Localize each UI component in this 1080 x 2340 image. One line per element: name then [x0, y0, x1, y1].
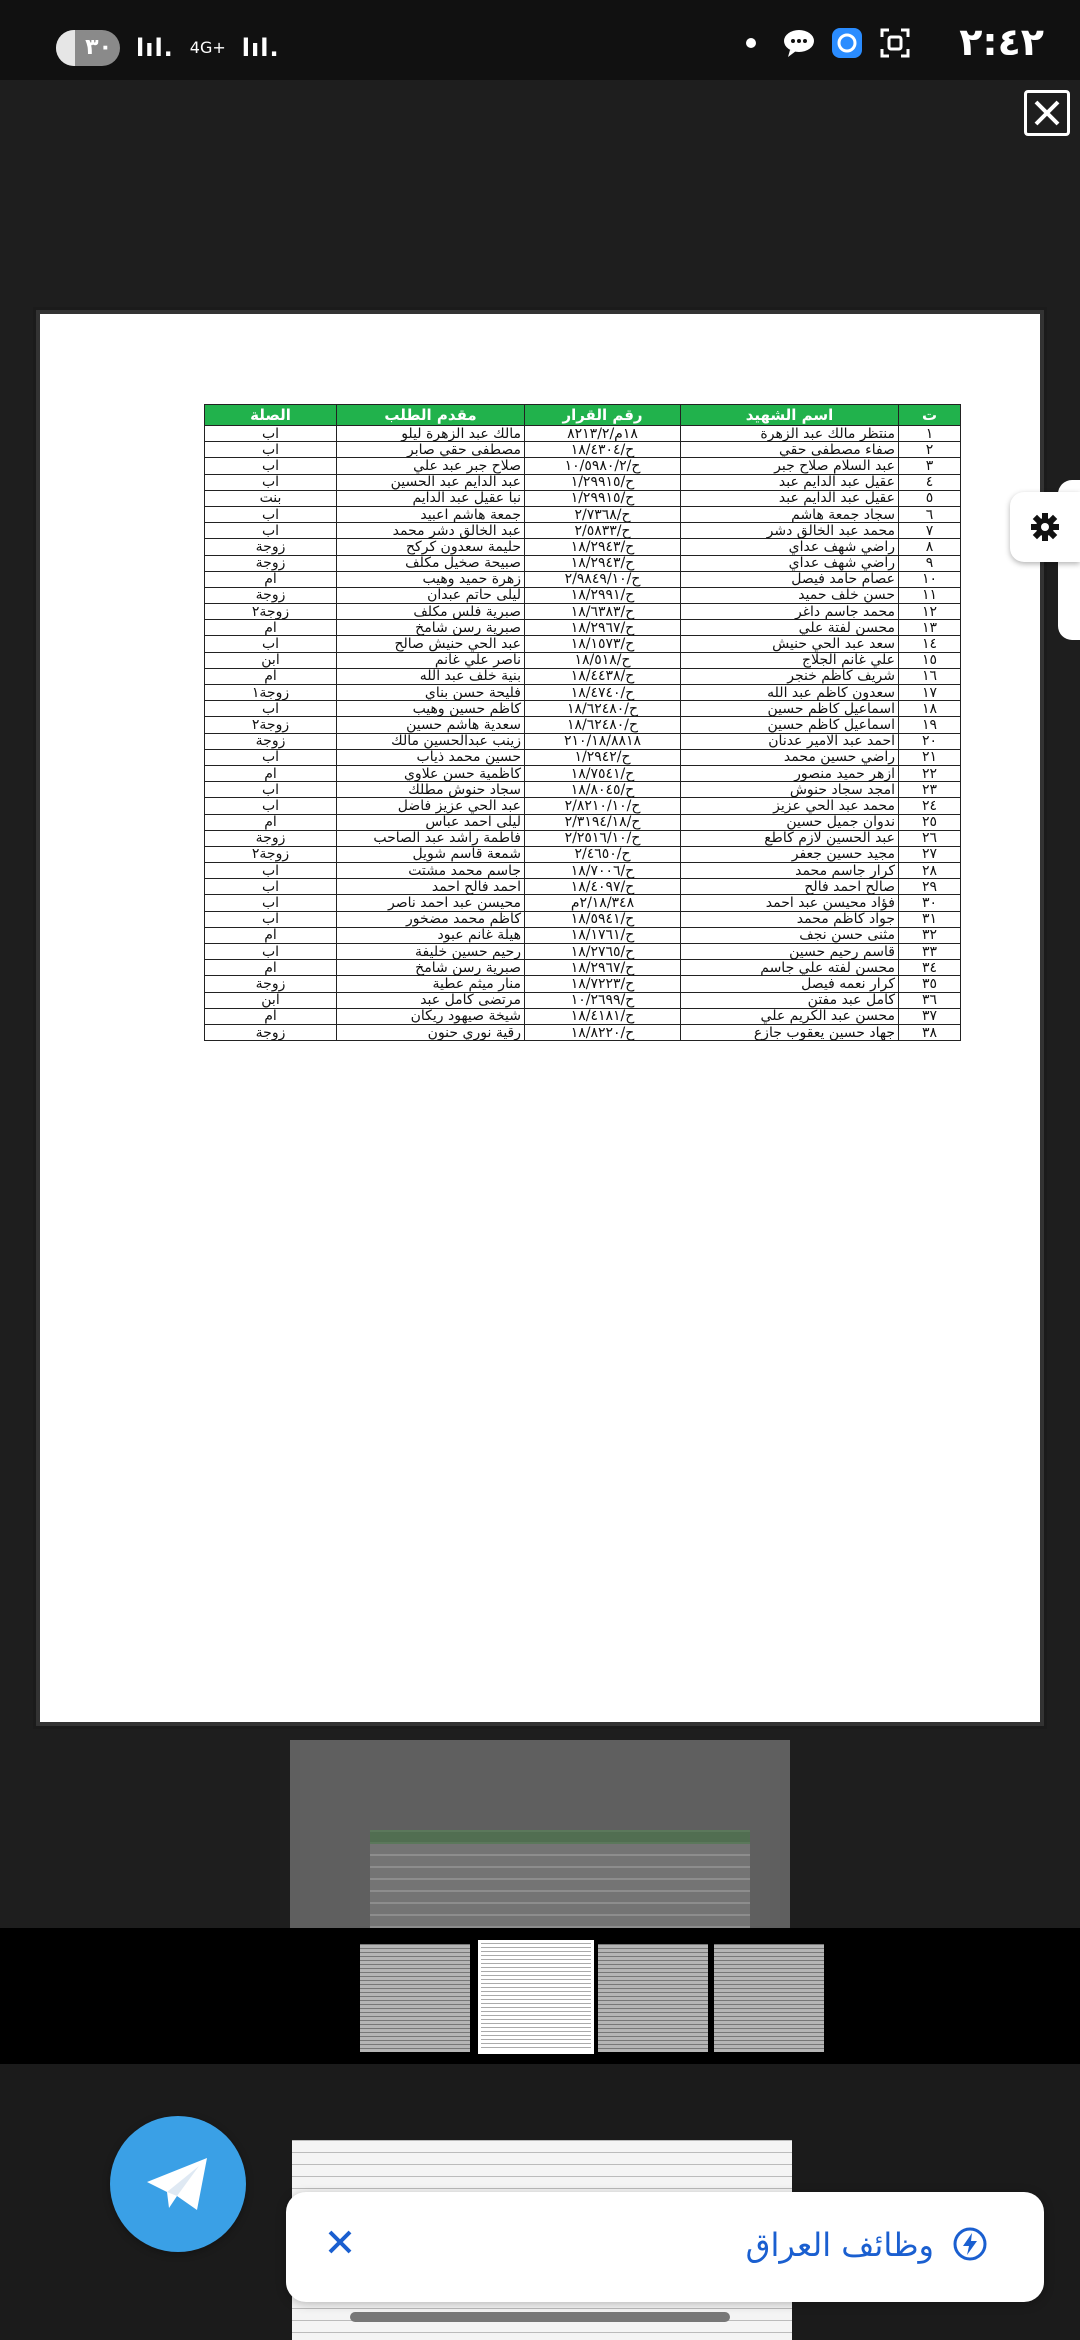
settings-button[interactable]: [1010, 492, 1080, 562]
cell-num: ١٤: [899, 636, 961, 652]
cell-num: ١٩: [899, 717, 961, 733]
cell-relation: زوجة: [205, 733, 337, 749]
cell-applicant: صلاح جبر عبد علي: [337, 458, 525, 474]
cell-num: ٢٧: [899, 846, 961, 862]
cell-relation: اب: [205, 944, 337, 960]
table-row: [205, 604, 961, 620]
cell-num: ٣٥: [899, 976, 961, 992]
cell-name: ازهر حميد منصور: [681, 765, 899, 781]
cell-decision: ح/١/٢٩٩١٥: [525, 490, 681, 506]
header-relation: الصلة: [205, 405, 337, 426]
cell-applicant: حليمة سعدون كركح: [337, 539, 525, 555]
cell-decision: ح/١٨/٤٠٩٧: [525, 879, 681, 895]
network-type-label: 4G+: [189, 38, 226, 57]
cell-num: ٢٥: [899, 814, 961, 830]
cell-relation: بنت: [205, 490, 337, 506]
cell-num: ١٨: [899, 701, 961, 717]
cell-applicant: صبرية رسن شامخ: [337, 620, 525, 636]
cell-name: فؤاد محيسن عبد احمد: [681, 895, 899, 911]
cell-relation: اب: [205, 426, 337, 442]
cell-name: محسن لفته علي جاسم: [681, 960, 899, 976]
cell-name: سجاد جمعة هاشم: [681, 506, 899, 522]
ad-title[interactable]: وظائف العراق: [745, 2226, 934, 2264]
cell-applicant: كاظم حسين وهيب: [337, 701, 525, 717]
close-icon: [320, 2222, 360, 2262]
cell-relation: ابن: [205, 652, 337, 668]
cell-applicant: بنية خلف عبد الله: [337, 668, 525, 684]
cell-decision: ح/١٨/٢٩٤٣: [525, 555, 681, 571]
cell-num: ٢٠: [899, 733, 961, 749]
ad-banner[interactable]: [286, 2192, 1044, 2302]
cell-name: راضي حسين محمد: [681, 749, 899, 765]
cell-relation: ام: [205, 927, 337, 943]
cell-applicant: زهرة حميد وهيب: [337, 571, 525, 587]
cell-decision: ح/١٨/٤١٨١: [525, 1008, 681, 1024]
cell-num: ١٥: [899, 652, 961, 668]
cell-relation: زوجة٢: [205, 604, 337, 620]
header-applicant: مقدم الطلب: [337, 405, 525, 426]
table-row: [205, 539, 961, 555]
cell-decision: ح/١٨/٤٧٤٠: [525, 685, 681, 701]
cell-num: ١٢: [899, 604, 961, 620]
vpn-icon: [830, 28, 864, 58]
martyrs-table: [204, 404, 961, 1041]
table-row: [205, 701, 961, 717]
ad-close-button[interactable]: [320, 2222, 360, 2266]
table-row: [205, 474, 961, 490]
cell-applicant: فاطمة راشد عبد الصاحب: [337, 830, 525, 846]
cell-applicant: منار ميثم عطية: [337, 976, 525, 992]
signal-icon: lıl.: [136, 34, 174, 62]
cell-applicant: هيلة غانم عبود: [337, 927, 525, 943]
header-name: اسم الشهيد: [681, 405, 899, 426]
cell-num: ٣٦: [899, 992, 961, 1008]
cell-relation: اب: [205, 636, 337, 652]
cell-decision: ح/٢/٨٢١٠/١٠: [525, 798, 681, 814]
cell-name: حسن خلف حميد: [681, 587, 899, 603]
table-row: [205, 814, 961, 830]
cell-num: ١٧: [899, 685, 961, 701]
table-row: [205, 1024, 961, 1040]
cell-decision: ح/١٨/٢٩٦٧: [525, 960, 681, 976]
table-row: [205, 911, 961, 927]
cell-name: محسن عبد الكريم علي: [681, 1008, 899, 1024]
thumbnail-page-4[interactable]: [598, 1944, 708, 2052]
cell-name: شريف كاظم خنجر: [681, 668, 899, 684]
cell-decision: ح/١٨/٧٥٤١: [525, 765, 681, 781]
cell-decision: ح/١٨/٦٢٤٨٠: [525, 717, 681, 733]
cell-name: اسماعيل كاظم حسين: [681, 701, 899, 717]
dot-icon: [734, 28, 768, 58]
cell-name: محسن لفتة علي: [681, 620, 899, 636]
cell-applicant: سجاد حنوش مطلك: [337, 782, 525, 798]
cell-applicant: صبرية رسن شامخ: [337, 960, 525, 976]
close-icon: [1032, 98, 1062, 128]
cell-num: ١٠: [899, 571, 961, 587]
cell-relation: اب: [205, 879, 337, 895]
bolt-icon: [952, 2226, 988, 2266]
cell-name: جهاد حسين يعقوب جازع: [681, 1024, 899, 1040]
home-indicator[interactable]: [350, 2312, 730, 2322]
cell-relation: زوجة: [205, 555, 337, 571]
table-row: [205, 620, 961, 636]
cell-name: كرار جاسم محمد: [681, 863, 899, 879]
cell-decision: ح/٢/٥٨٣٣: [525, 523, 681, 539]
table-row: [205, 782, 961, 798]
cell-relation: اب: [205, 782, 337, 798]
cell-num: ٢٩: [899, 879, 961, 895]
cell-num: ١٣: [899, 620, 961, 636]
cell-relation: زوجة٢: [205, 717, 337, 733]
cell-relation: زوجة: [205, 1024, 337, 1040]
cell-num: ٣١: [899, 911, 961, 927]
cell-num: ٣٤: [899, 960, 961, 976]
cell-applicant: فليحة حسن بناي: [337, 685, 525, 701]
cell-relation: ام: [205, 814, 337, 830]
table-row: [205, 895, 961, 911]
cell-decision: ح/١٨/٧٠٠٦: [525, 863, 681, 879]
telegram-icon: [143, 2154, 213, 2214]
cell-num: ٣٣: [899, 944, 961, 960]
cell-applicant: كاظمية حسن علاوي: [337, 765, 525, 781]
cell-num: ٤: [899, 474, 961, 490]
cell-applicant: جاسم محمد مشتت: [337, 863, 525, 879]
cell-num: ٣: [899, 458, 961, 474]
cell-name: امجد سجاد حنوش: [681, 782, 899, 798]
chat-bubble-icon: [782, 28, 816, 58]
cell-relation: اب: [205, 749, 337, 765]
gear-icon: [1029, 511, 1061, 543]
table-row: [205, 685, 961, 701]
cell-name: علي غانم الجلاج: [681, 652, 899, 668]
cell-relation: زوجة: [205, 587, 337, 603]
cell-decision: ح/١٨/٢٩٩١: [525, 587, 681, 603]
cell-num: ٦: [899, 506, 961, 522]
cell-relation: زوجة٢: [205, 846, 337, 862]
table-row: [205, 765, 961, 781]
cell-relation: ام: [205, 620, 337, 636]
cell-relation: زوجة: [205, 976, 337, 992]
cell-name: محمد جاسم داغر: [681, 604, 899, 620]
cell-name: صفاء مصطفى حقي: [681, 442, 899, 458]
cell-applicant: ليلى احمد عباس: [337, 814, 525, 830]
table-row: [205, 879, 961, 895]
cell-relation: اب: [205, 523, 337, 539]
cell-num: ٢٤: [899, 798, 961, 814]
cell-relation: اب: [205, 911, 337, 927]
table-row: [205, 490, 961, 506]
cell-name: مجيد حسين جعفر: [681, 846, 899, 862]
table-row: [205, 555, 961, 571]
table-row: [205, 636, 961, 652]
cell-name: راضي شهف عداي: [681, 555, 899, 571]
cell-decision: ح/١٨/٤٣٠٤: [525, 442, 681, 458]
cell-name: كرار نعمه فيصل: [681, 976, 899, 992]
cell-decision: ح/١٨/١٥٧٣: [525, 636, 681, 652]
thumbnail-page-3[interactable]: [478, 1940, 594, 2054]
table-row: [205, 944, 961, 960]
table-row: [205, 798, 961, 814]
cell-name: عقيل عبد الدايم عبد: [681, 490, 899, 506]
cell-name: محمد عبد الحي عزيز: [681, 798, 899, 814]
header-num: ت: [899, 405, 961, 426]
cell-relation: اب: [205, 798, 337, 814]
cell-applicant: عبد الحي عزيز فاضل: [337, 798, 525, 814]
cell-applicant: مصطفى حقي صابر: [337, 442, 525, 458]
cell-num: ٢٢: [899, 765, 961, 781]
cell-applicant: جمعة هاشم اعبيد: [337, 506, 525, 522]
table-row: [205, 863, 961, 879]
cell-applicant: مرتضى كامل عبد: [337, 992, 525, 1008]
cell-applicant: نبا عقيل عبد الدايم: [337, 490, 525, 506]
cell-name: عبد السلام صلاح جبر: [681, 458, 899, 474]
close-viewer-button[interactable]: [1024, 90, 1070, 136]
cell-decision: ح/١٨/٢٩٤٣: [525, 539, 681, 555]
cell-applicant: صبرية فلس مكلف: [337, 604, 525, 620]
cell-num: ٢١: [899, 749, 961, 765]
table-row: [205, 426, 961, 442]
table-row: [205, 652, 961, 668]
cell-decision: ٢١٠/١٨/٨٨١٨: [525, 733, 681, 749]
table-header-row: [205, 405, 961, 426]
cell-name: محمد عبد الخالق دشر: [681, 523, 899, 539]
cell-num: ٣٢: [899, 927, 961, 943]
cell-num: ٢٣: [899, 782, 961, 798]
cell-name: سعد عبد الحي حنيش: [681, 636, 899, 652]
cell-applicant: عبد الحي حنيش صالح: [337, 636, 525, 652]
document-page[interactable]: [36, 310, 1044, 1726]
table-row: [205, 587, 961, 603]
table-row: [205, 1008, 961, 1024]
header-decision: رقم القرار: [525, 405, 681, 426]
cell-num: ٧: [899, 523, 961, 539]
cell-decision: ح/٢/٩٨٤٩/١٠: [525, 571, 681, 587]
cell-applicant: سعدية هاشم حسين: [337, 717, 525, 733]
cell-name: احمد عبد الامير عدنان: [681, 733, 899, 749]
cell-relation: زوجة: [205, 539, 337, 555]
cell-name: منتظر مالك عبد الزهرة: [681, 426, 899, 442]
cell-applicant: زينب عبدالحسين مالك: [337, 733, 525, 749]
table-row: [205, 571, 961, 587]
cell-decision: ح/١٨/٥٩٤١: [525, 911, 681, 927]
cell-num: ٣٧: [899, 1008, 961, 1024]
cell-applicant: عبد الدايم عبد الحسين: [337, 474, 525, 490]
cell-name: عبد الحسين لازم كاطع: [681, 830, 899, 846]
next-page-table-header-preview: [370, 1830, 750, 1844]
cell-relation: ام: [205, 668, 337, 684]
table-row: [205, 927, 961, 943]
thumbnail-strip: [0, 1928, 1080, 2064]
cell-applicant: شمعة قاسم شويل: [337, 846, 525, 862]
table-row: [205, 830, 961, 846]
screenshot-icon: [878, 28, 912, 58]
cell-applicant: كاظم محمد مضخور: [337, 911, 525, 927]
cell-num: ٢٦: [899, 830, 961, 846]
cell-decision: ح/٢/٤٦٥٠: [525, 846, 681, 862]
cell-relation: ابن: [205, 992, 337, 1008]
cell-applicant: ناصر علي غانم: [337, 652, 525, 668]
cell-name: ندوان جميل حسين: [681, 814, 899, 830]
table-row: [205, 717, 961, 733]
cell-num: ٥: [899, 490, 961, 506]
table-row: [205, 846, 961, 862]
table-row: [205, 458, 961, 474]
cell-name: سعدون كاظم عبد الله: [681, 685, 899, 701]
signal-icon-2: lıl.: [241, 34, 280, 62]
cell-relation: ام: [205, 571, 337, 587]
cell-applicant: رقية نوري حنون: [337, 1024, 525, 1040]
cell-applicant: رحيم حسين خليفة: [337, 944, 525, 960]
table-row: [205, 506, 961, 522]
cell-relation: اب: [205, 895, 337, 911]
cell-num: ٣٨: [899, 1024, 961, 1040]
cell-decision: ح/٢/٢٥١٦/١٠: [525, 830, 681, 846]
cell-decision: ح/١٨/١٧٦١: [525, 927, 681, 943]
cell-relation: زوجة١: [205, 685, 337, 701]
cell-decision: ح/١٨/٢٧٦٥: [525, 944, 681, 960]
status-time: ٢:٤٢: [959, 20, 1044, 64]
cell-num: ١٦: [899, 668, 961, 684]
cell-applicant: احمد فالح احمد: [337, 879, 525, 895]
cell-relation: ام: [205, 765, 337, 781]
battery-fill: [56, 30, 75, 66]
cell-applicant: ليلى حاتم عبدان: [337, 587, 525, 603]
cell-decision: ح/١٨/٦٢٤٨٠: [525, 701, 681, 717]
battery-label: ٣٠: [85, 35, 112, 60]
cell-relation: اب: [205, 458, 337, 474]
cell-applicant: شيخة صيهود ريكان: [337, 1008, 525, 1024]
cell-name: صالح احمد فالح: [681, 879, 899, 895]
cell-name: مثنى حسن نجف: [681, 927, 899, 943]
table-row: [205, 442, 961, 458]
thumbnail-page-5[interactable]: [714, 1944, 824, 2052]
cell-num: ٨: [899, 539, 961, 555]
cell-relation: ام: [205, 960, 337, 976]
table-row: [205, 749, 961, 765]
cell-applicant: مالك عبد الزهرة ليلو: [337, 426, 525, 442]
cell-decision: ح/١٨/٨٢٢٠: [525, 1024, 681, 1040]
cell-num: ٢: [899, 442, 961, 458]
cell-decision: ح/١٠/٥٩٨٠/٢: [525, 458, 681, 474]
cell-applicant: عبد الخالق دشر محمد: [337, 523, 525, 539]
cell-num: ١١: [899, 587, 961, 603]
cell-decision: ح/٢/٧٣٦٨: [525, 506, 681, 522]
cell-relation: اب: [205, 863, 337, 879]
status-notification-icons: [734, 28, 912, 58]
table-row: [205, 523, 961, 539]
cell-name: جواد كاظم محمد: [681, 911, 899, 927]
cell-relation: زوجة: [205, 830, 337, 846]
battery-indicator: [56, 30, 120, 66]
cell-name: اسماعيل كاظم حسين: [681, 717, 899, 733]
cell-decision: ح/١٨/٦٣٨٣: [525, 604, 681, 620]
cell-decision: ح/١٨/٨٠٤٥: [525, 782, 681, 798]
cell-name: عصام حامد فيصل: [681, 571, 899, 587]
cell-decision: ١٨م/٨٢١٣/٢: [525, 426, 681, 442]
cell-num: ٩: [899, 555, 961, 571]
cell-name: كامل عبد مفتن: [681, 992, 899, 1008]
status-bar: [0, 0, 1080, 80]
cell-decision: ح/١٨/٤٤٣٨: [525, 668, 681, 684]
cell-relation: اب: [205, 442, 337, 458]
cell-decision: ح/٢/٣١٩٤/١٨: [525, 814, 681, 830]
table-body: [205, 426, 961, 1041]
table-row: [205, 733, 961, 749]
cell-name: عقيل عبد الدايم عبد: [681, 474, 899, 490]
table-row: [205, 976, 961, 992]
cell-decision: ح/١/٢٩٤٢: [525, 749, 681, 765]
cell-decision: ح/١/٢٩٩١٥: [525, 474, 681, 490]
table-row: [205, 992, 961, 1008]
cell-decision: ح/١٨/٧٢٢٣: [525, 976, 681, 992]
cell-decision: ح/١٨/٥١٨: [525, 652, 681, 668]
cell-num: ٢٨: [899, 863, 961, 879]
cell-num: ٣٠: [899, 895, 961, 911]
cell-relation: اب: [205, 701, 337, 717]
cell-decision: ٢/١٨/٣٤٨م: [525, 895, 681, 911]
cell-applicant: حسين محمد ذياب: [337, 749, 525, 765]
image-viewer[interactable]: [0, 80, 1080, 2010]
cell-decision: ح/١٠/٢٦٩٩: [525, 992, 681, 1008]
cell-name: قاسم رحيم حسين: [681, 944, 899, 960]
cell-num: ١: [899, 426, 961, 442]
thumbnail-page-2[interactable]: [360, 1944, 470, 2052]
cell-relation: اب: [205, 474, 337, 490]
cell-applicant: صبيحة صخيل مكلف: [337, 555, 525, 571]
cell-applicant: محيسن عبد احمد ناصر: [337, 895, 525, 911]
status-left-group: [56, 30, 280, 66]
table-row: [205, 960, 961, 976]
table-row: [205, 668, 961, 684]
telegram-button[interactable]: [110, 2116, 246, 2252]
cell-decision: ح/١٨/٢٩٦٧: [525, 620, 681, 636]
cell-relation: اب: [205, 506, 337, 522]
cell-name: راضي شهف عداي: [681, 539, 899, 555]
cell-relation: ام: [205, 1008, 337, 1024]
